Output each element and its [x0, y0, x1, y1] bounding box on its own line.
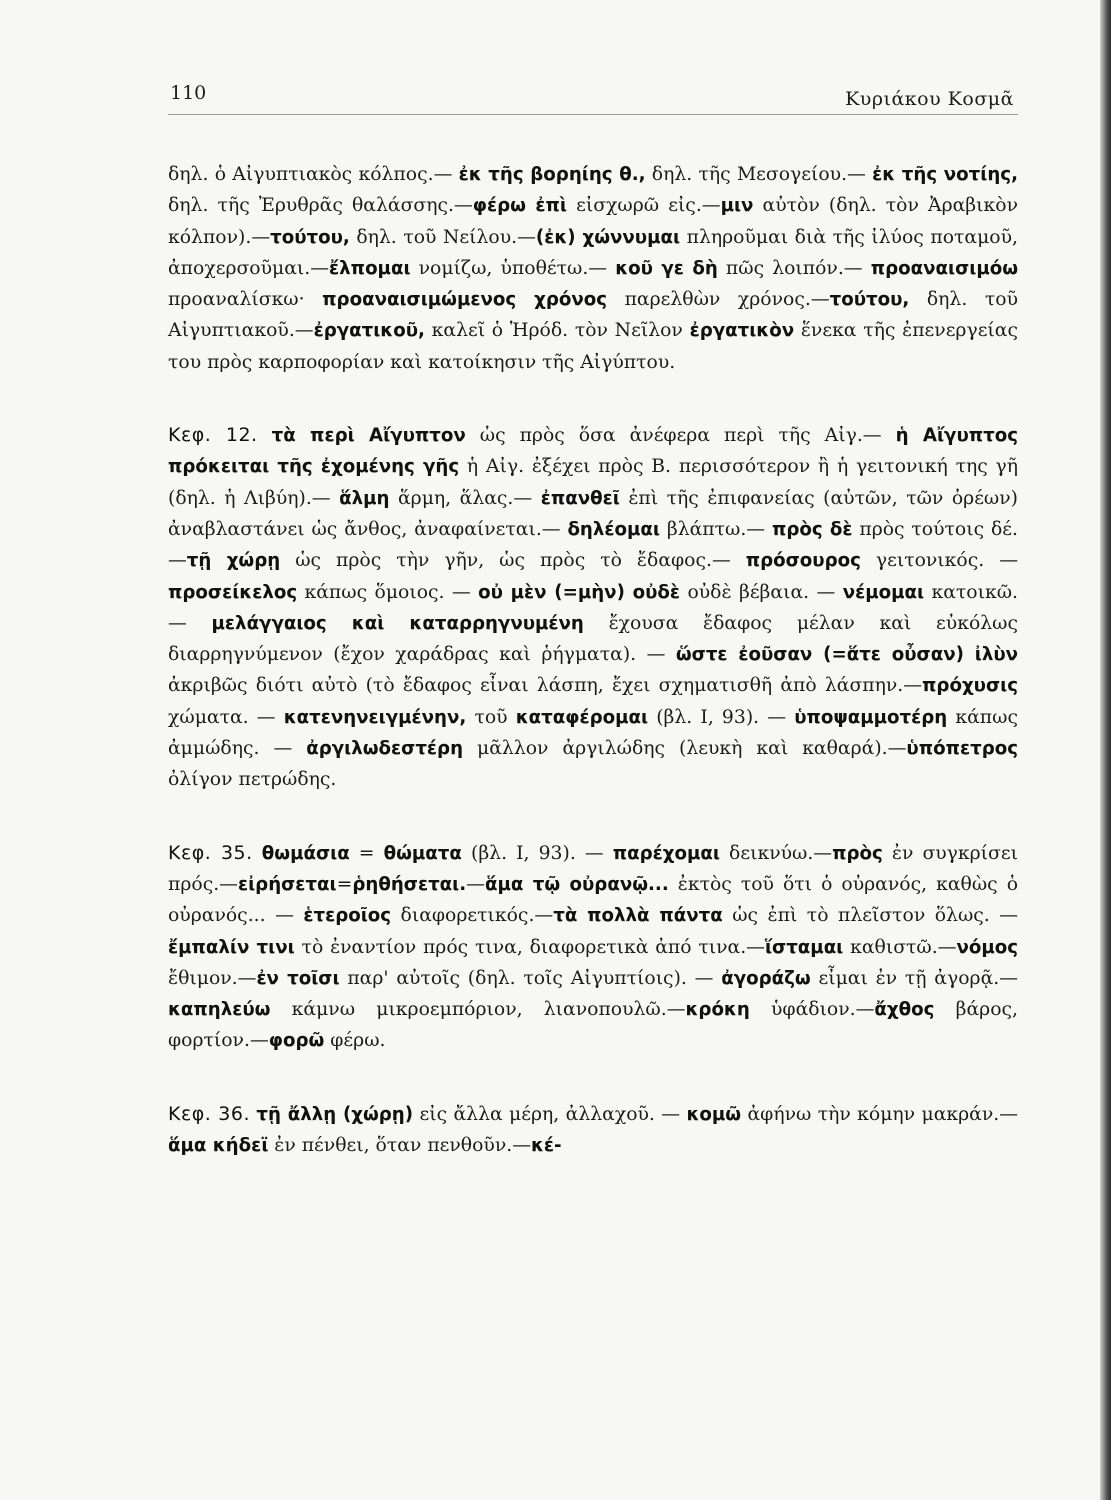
- section-intro: [168, 159, 1018, 378]
- running-title: Κυριάκου Κοσμᾶ: [845, 88, 1014, 110]
- gloss-text: δηλ. τοῦ Νείλου.—: [349, 226, 536, 248]
- lemma-term: ὑποψαμμοτέρη: [794, 706, 948, 728]
- gloss-text: =: [336, 873, 353, 895]
- gloss-text: ὡς ἐπὶ τὸ πλεῖστον ὅλως. —: [722, 905, 1018, 927]
- lemma-term: ἀργιλωδεστέρη: [306, 738, 464, 760]
- gloss-text: —: [466, 873, 485, 895]
- lemma-term: ἐργατικοῦ,: [313, 320, 425, 342]
- lemma-term: κοῦ γε δὴ: [615, 257, 718, 279]
- section-chapter-36: [168, 1099, 1018, 1162]
- lemma-term: ἅμα τῷ οὐρανῷ...: [484, 873, 669, 895]
- lemma-term: προαναισιμώμενος χρόνος: [322, 289, 607, 311]
- lemma-term: τὰ πολλὰ πάντα: [553, 905, 723, 927]
- gloss-text: ἕνεκα τῆς ἐπενεργείας του πρὸς καρποφορίαν καὶ κατοίκησιν τῆς Αἰγύπτου.: [168, 320, 1018, 373]
- lemma-term: παρέχομαι: [612, 842, 720, 864]
- lemma-term: καταφέρομαι: [515, 706, 649, 728]
- paragraph: [168, 838, 1018, 1057]
- lemma-term: (ἐκ) χώννυμαι: [535, 226, 681, 248]
- gloss-text: ἐπὶ τῆς ἐπιφανείας (αὐτῶν, τῶν ὀρέων) ἀναβλαστάνει ὡς ἄνθος, ἀναφαίνεται.—: [168, 487, 1018, 540]
- lemma-term: θωμάσια: [261, 842, 350, 864]
- gloss-text: νομίζω, ὑποθέτω.—: [410, 257, 616, 279]
- lemma-term: ῥηθήσεται.: [352, 873, 467, 895]
- gloss-text: ὑφάδιον.—: [749, 999, 875, 1021]
- lemma-term: φορῶ: [268, 1030, 325, 1052]
- gloss-text: βάρος, φορτίον.—: [168, 999, 1018, 1052]
- gloss-text: εἰς ἄλλα μέρη, ἀλλαχοῦ. —: [413, 1103, 687, 1125]
- lemma-term: ἑτεροῖος: [303, 905, 392, 927]
- scan-edge-shadow: [1100, 0, 1111, 1500]
- gloss-text: ἀκριβῶς διότι αὐτὸ (τὸ ἔδαφος εἶναι λάσπη, ἔχει σχηματισθῆ ἀπὸ λάσπην.—: [168, 675, 923, 697]
- gloss-text: προαναλίσκω·: [168, 289, 323, 311]
- gloss-text: ὡς πρὸς τὴν γῆν, ὡς πρὸς τὸ ἔδαφος.—: [280, 550, 746, 572]
- gloss-text: ἔθιμον.—: [168, 967, 257, 989]
- gloss-text: χώματα. —: [168, 706, 284, 728]
- lemma-term: θώματα: [383, 842, 462, 864]
- lemma-term: πρόσουρος: [745, 550, 861, 572]
- gloss-text: γειτονικός. —: [860, 550, 1018, 572]
- page-header: [168, 72, 1018, 115]
- gloss-text: =: [349, 842, 384, 864]
- gloss-text: ὀλίγον πετρώδης.: [168, 769, 337, 791]
- lemma-term: μιν: [720, 195, 754, 217]
- chapter-heading: Κεφ. 36.: [168, 1102, 250, 1125]
- gloss-text: ἔχουσα ἔδαφος μέλαν καὶ εὐκόλως διαρρηγνύμενον (ἔχον χαράδρας καὶ ῥήγματα). —: [168, 612, 1018, 666]
- lemma-term: μελάγγαιος καὶ καταρρηγνυμένη: [211, 612, 584, 634]
- gloss-text: παρελθὼν χρόνος.—: [607, 289, 830, 311]
- lemma-term: οὐ μὲν (=μὴν) οὐδὲ: [478, 581, 681, 603]
- gloss-text: μᾶλλον ἀργιλώδης (λευκὴ καὶ καθαρά).—: [463, 738, 907, 760]
- book-page: [168, 72, 1018, 1161]
- gloss-text: (βλ. I, 93). —: [648, 706, 795, 728]
- gloss-text: ἐν πένθει, ὅταν πενθοῦν.—: [268, 1135, 532, 1157]
- gloss-text: δεικνύω.—: [719, 842, 833, 864]
- gloss-text: φέρω.: [324, 1030, 386, 1052]
- paragraph: [168, 420, 1018, 796]
- lemma-term: ἄχθος: [874, 999, 935, 1021]
- lemma-term: προαναισιμόω: [870, 257, 1019, 279]
- lemma-term: νέμομαι: [842, 581, 925, 603]
- gloss-text: δηλ. τῆς Ἐρυθρᾶς θαλάσσης.—: [168, 195, 473, 217]
- lemma-term: ἐν τοῖσι: [256, 967, 340, 989]
- lemma-term: δηλέομαι: [567, 518, 660, 540]
- gloss-text: δηλ. τῆς Μεσογείου.—: [645, 164, 873, 185]
- gloss-text: κάπως ὅμοιος. —: [297, 581, 479, 603]
- gloss-text: παρ' αὐτοῖς (δηλ. τοῖς Αἰγυπτίοις). —: [339, 967, 722, 989]
- lemma-term: ἐπανθεῖ: [540, 487, 620, 509]
- gloss-text: ἐκτὸς τοῦ ὅτι ὁ οὐρανός, καθὼς ὁ οὐρανός... —: [168, 873, 1019, 927]
- gloss-text: καθιστῶ.—: [843, 936, 957, 958]
- gloss-text: καλεῖ ὁ Ἡρόδ. τὸν Νεῖλον: [424, 320, 690, 342]
- lemma-term: τὰ περὶ Αἴγυπτον: [271, 425, 466, 447]
- page-number: 110: [170, 82, 207, 104]
- paragraph: [168, 1099, 1018, 1162]
- gloss-text: βλάπτω.—: [659, 518, 772, 540]
- lemma-term: τούτου,: [829, 289, 910, 311]
- lemma-term: ἐκ τῆς νοτίης,: [872, 164, 1018, 185]
- gloss-text: τοῦ: [466, 706, 516, 728]
- gloss-text: εἰσχωρῶ εἰς.—: [567, 195, 721, 217]
- lemma-term: ἅλμη: [339, 487, 390, 509]
- gloss-text: οὐδὲ βέβαια. —: [680, 581, 843, 603]
- lemma-term: προσείκελος: [168, 581, 298, 603]
- gloss-text: ὡς πρὸς ὅσα ἀνέφερα περὶ τῆς Αἰγ.—: [465, 425, 896, 447]
- gloss-text: κάπως ἀμμώδης. —: [168, 706, 1018, 760]
- gloss-text: ἡ Αἰγ. ἐξέχει πρὸς Β. περισσότερον ἢ ἡ γειτονική της γῆ (δηλ. ἡ Λιβύη).—: [168, 456, 1018, 509]
- lemma-term: κατενηνειγμένην,: [283, 706, 467, 728]
- gloss-text: τὸ ἐναντίον πρός τινα, διαφορετικὰ ἀπό τινα.—: [294, 936, 765, 958]
- gloss-text: κάμνω μικροεμπόριον, λιανοπουλῶ.—: [270, 999, 686, 1021]
- lemma-term: τούτου,: [270, 226, 350, 248]
- gloss-text: δηλ. ὁ Αἰγυπτιακὸς κόλπος.—: [168, 164, 459, 185]
- lemma-term: ἐκ τῆς βορηίης θ.,: [458, 164, 646, 185]
- section-chapter-12: [168, 420, 1018, 796]
- lemma-term: φέρω ἐπὶ: [472, 195, 567, 217]
- gloss-text: (βλ. I, 93). —: [461, 842, 613, 864]
- gloss-text: ἀφήνω τὴν κόμην μακράν.—: [741, 1103, 1019, 1125]
- lemma-term: καπηλεύω: [168, 999, 271, 1021]
- chapter-heading: Κεφ. 12.: [168, 424, 258, 447]
- gloss-text: διαφορετικός.—: [391, 905, 554, 927]
- lemma-term: πρὸς: [832, 842, 883, 864]
- section-chapter-35: [168, 838, 1018, 1057]
- lemma-term: ὑπόπετρος: [906, 738, 1018, 760]
- gloss-text: ἅρμη, ἅλας.—: [389, 487, 541, 509]
- lemma-term: πρὸς δὲ: [771, 518, 853, 540]
- chapter-heading: Κεφ. 35.: [168, 841, 253, 864]
- gloss-text: δηλ. τοῦ Αἰγυπτιακοῦ.—: [168, 289, 1018, 342]
- gloss-text: ἐν συγκρίσει πρός.—: [168, 842, 1018, 895]
- lemma-term: ἐργατικὸν: [689, 320, 795, 342]
- paragraph: [168, 159, 1018, 378]
- lemma-term: ἅμα κήδεϊ: [168, 1135, 269, 1157]
- lemma-term: ἔλπομαι: [329, 257, 411, 279]
- lemma-term: ἀγοράζω: [721, 967, 811, 989]
- gloss-text: εἶμαι ἐν τῇ ἀγορᾷ.—: [810, 967, 1018, 989]
- lemma-term: τῇ ἄλλῃ (χώρῃ): [256, 1103, 414, 1125]
- gloss-text: πῶς λοιπόν.—: [717, 257, 871, 279]
- gloss-text: [253, 843, 262, 864]
- gloss-text: πληροῦμαι διὰ τῆς ἰλύος ποταμοῦ, ἀποχερσοῦμαι.—: [168, 226, 1018, 279]
- gloss-text: αὐτὸν (δηλ. τὸν Ἀραβικὸν κόλπον).—: [168, 195, 1018, 248]
- lemma-term: κρόκη: [685, 999, 750, 1021]
- lemma-term: ἔμπαλίν τινι: [168, 936, 295, 958]
- lemma-term: ὥστε ἐοῦσαν (=ἅτε οὖσαν) ἰλὺν: [675, 644, 1018, 666]
- lemma-term: πρόχυσις: [922, 675, 1018, 697]
- lemma-term: κέ-: [531, 1135, 562, 1157]
- gloss-text: πρὸς τούτοις δέ.—: [168, 518, 1018, 572]
- lemma-term: τῇ χώρῃ: [186, 550, 281, 572]
- gloss-text: κατοικῶ. —: [168, 581, 1018, 634]
- lemma-term: κομῶ: [686, 1103, 742, 1125]
- lemma-term: ἵσταμαι: [764, 936, 844, 958]
- lemma-term: εἰρήσεται: [237, 873, 337, 895]
- lemma-term: ἡ Αἴγυπτος πρόκειται τῆς ἐχομένης γῆς: [168, 425, 1018, 478]
- lemma-term: νόμος: [956, 936, 1019, 958]
- gloss-text: [258, 425, 272, 446]
